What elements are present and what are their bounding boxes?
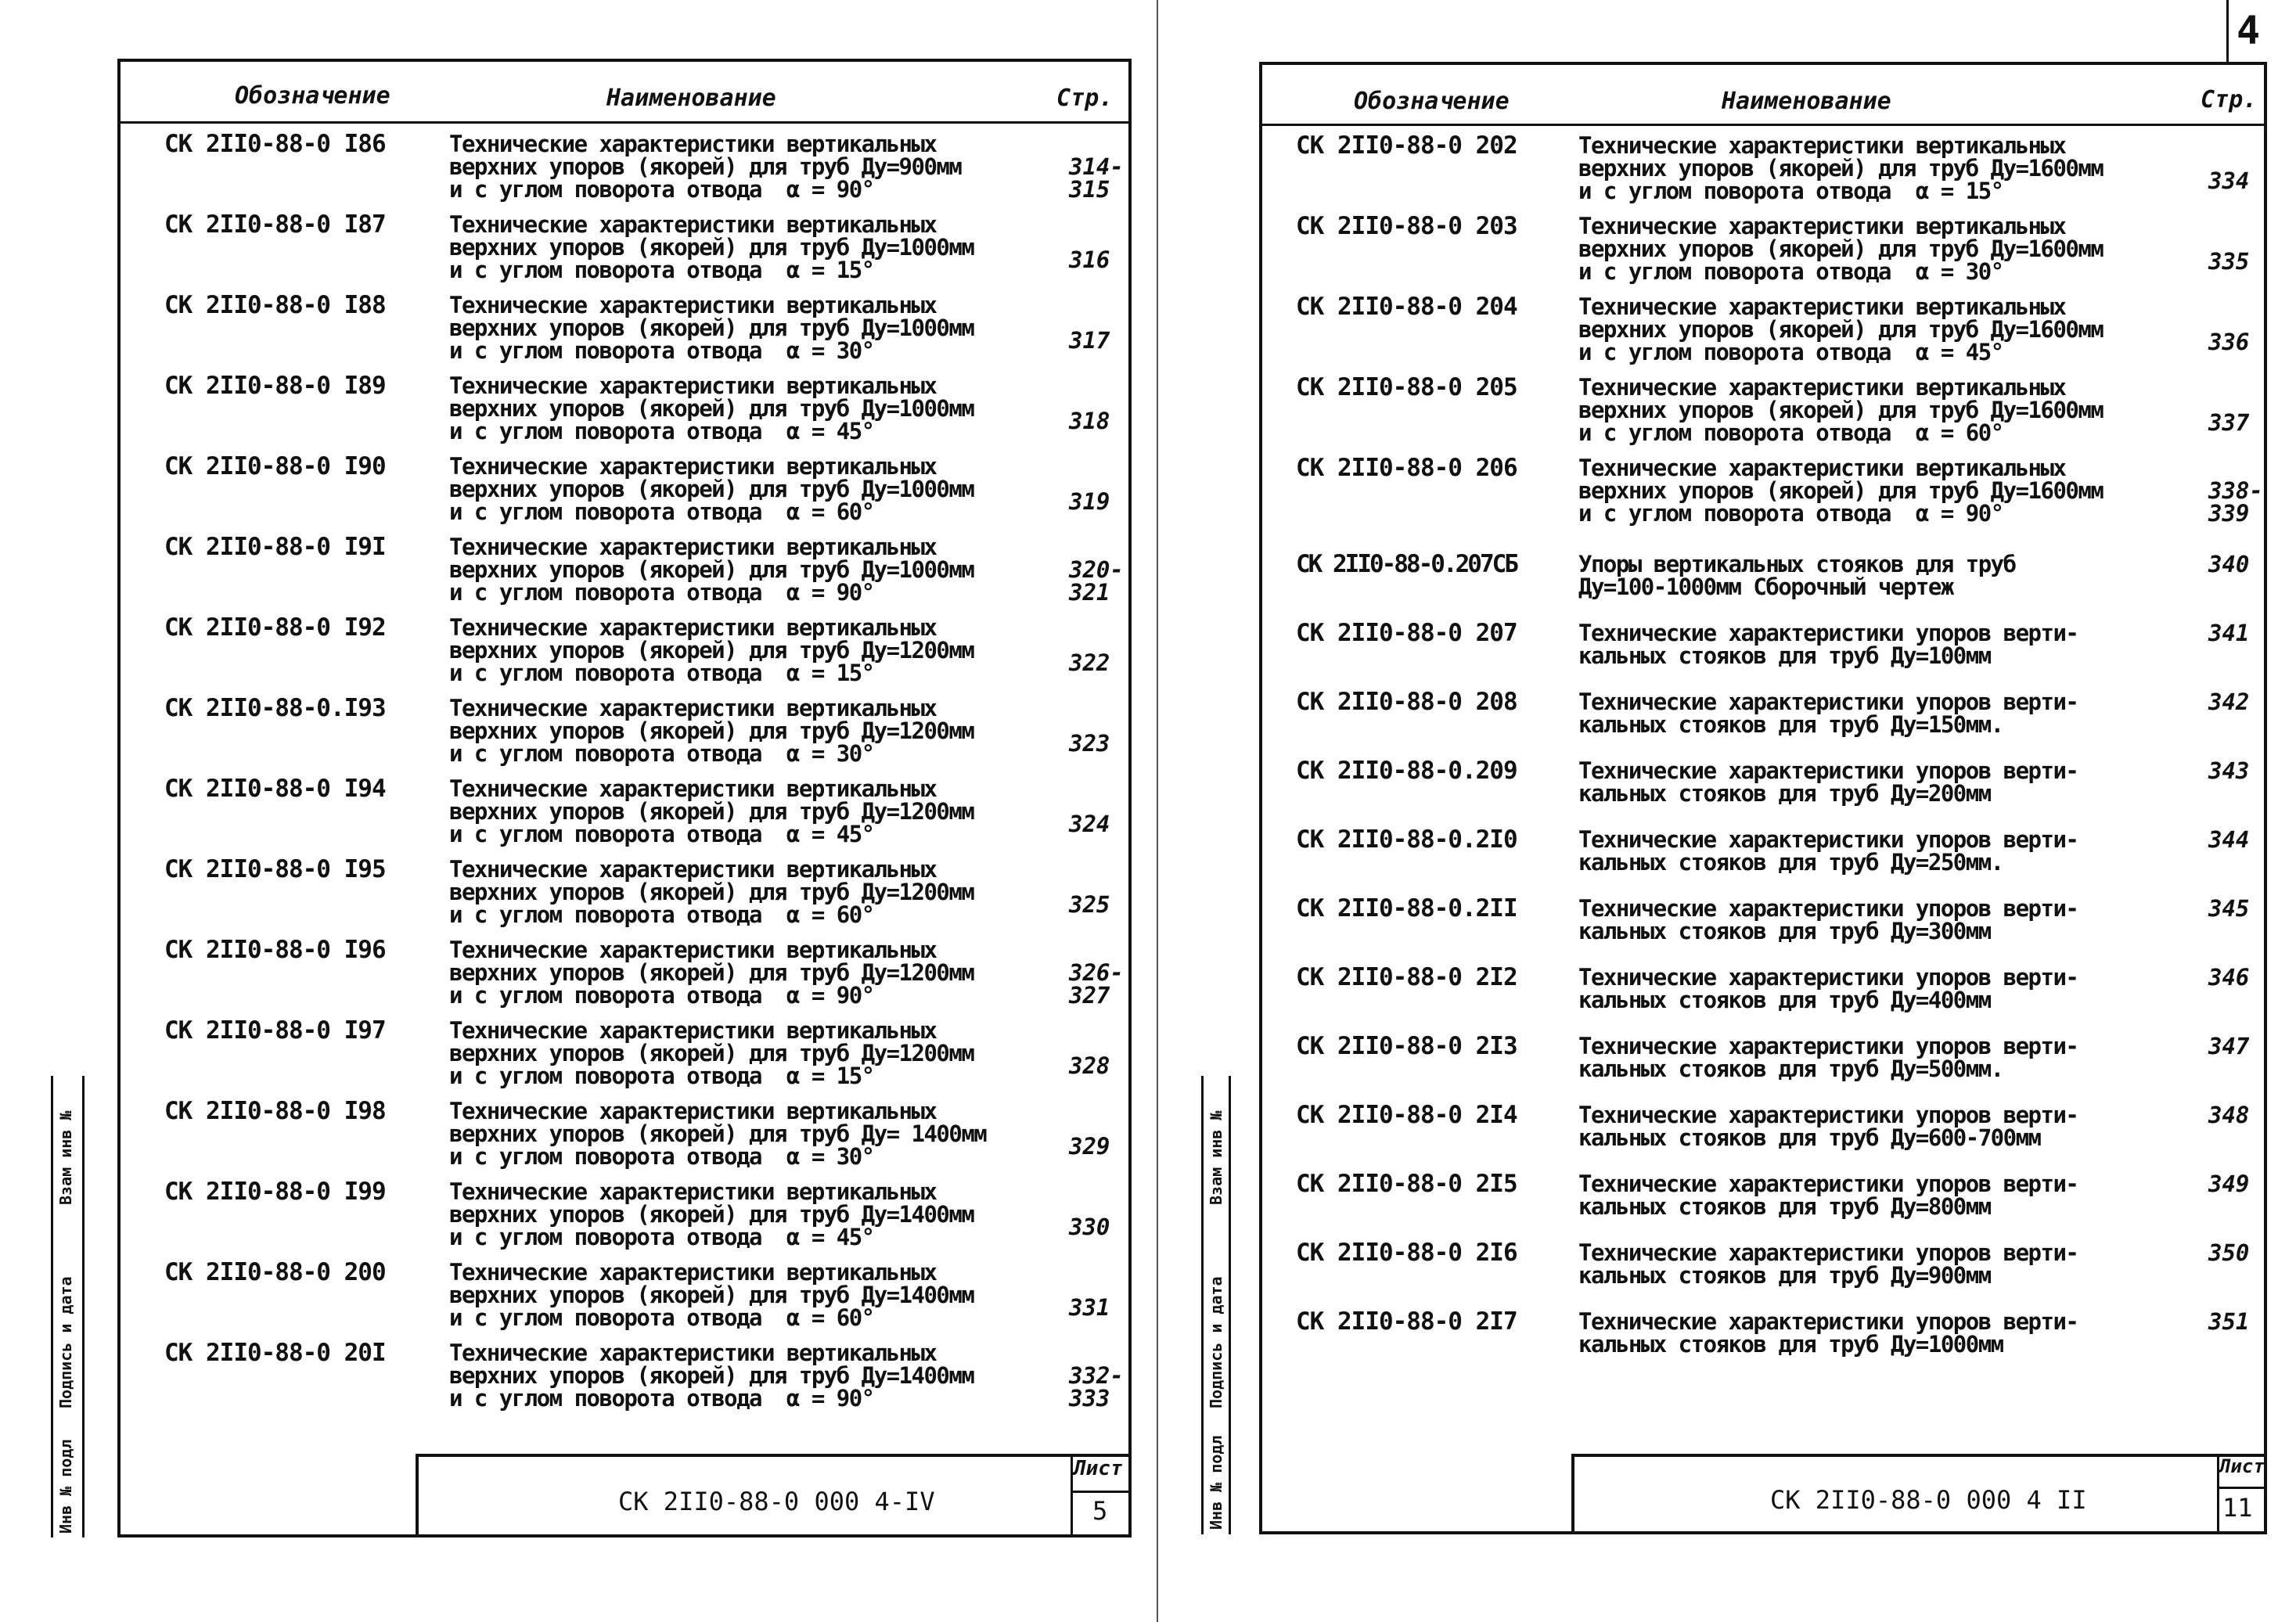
row-name-line: верхних упоров (якорей) для труб Ду=1400мм [449, 1362, 974, 1389]
row-page: 349 [2208, 1171, 2250, 1197]
right-corner-line [2226, 0, 2229, 62]
row-page: 340 [2208, 551, 2250, 577]
row-designation: СК 2II0-88-0 I90 [164, 452, 386, 480]
row-name-line: и с углом поворота отвода α = 90° [1578, 500, 2003, 527]
right-sheet-cell-divider [2217, 1487, 2265, 1489]
row-name-line: кальных стояков для труб Ду=100мм [1578, 642, 1991, 669]
row-page: 314- 315 [1069, 153, 1124, 203]
row-name-line: и с углом поворота отвода α = 90° [449, 176, 874, 203]
row-name-line: и с углом поворота отвода α = 15° [449, 1063, 874, 1089]
row-name-line: и с углом поворота отвода α = 90° [449, 579, 874, 606]
row-page: 332- 333 [1069, 1362, 1124, 1412]
row-page: 348 [2208, 1102, 2250, 1128]
row-name-line: Технические характеристики упоров верти- [1578, 895, 2078, 922]
row-name-line: верхних упоров (якорей) для труб Ду=1400мм [449, 1201, 974, 1228]
row-designation: СК 2II0-88-0 I97 [164, 1016, 386, 1045]
row-name-line: и с углом поворота отвода α = 45° [1578, 339, 2003, 365]
row-name-line: Технические характеристики упоров верти- [1578, 757, 2078, 784]
row-page: 341 [2208, 620, 2250, 646]
row-name-line: и с углом поворота отвода α = 30° [449, 740, 874, 767]
row-name-line: Технические характеристики упоров верти- [1578, 1033, 2078, 1059]
row-name-line: верхних упоров (якорей) для труб Ду=1000мм [449, 476, 974, 502]
left-side-replaced-inv: Взам инв № [56, 1110, 75, 1205]
row-name-line: Технические характеристики упоров верти- [1578, 1239, 2078, 1266]
row-name-line: и с углом поворота отвода α = 60° [449, 498, 874, 525]
row-page: 324 [1069, 811, 1110, 837]
left-title-divider [1071, 1454, 1073, 1537]
left-header-designation: Обозначение [235, 82, 390, 110]
left-side-signature-date: Подпись и дата [56, 1276, 75, 1408]
row-name-line: и с углом поворота отвода α = 30° [449, 337, 874, 364]
row-name-line: верхних упоров (якорей) для труб Ду=1200мм [449, 798, 974, 825]
row-designation: СК 2II0-88-0 I86 [164, 130, 386, 158]
row-name-line: Технические характеристики вертикальных [449, 131, 937, 157]
row-page: 320- 321 [1069, 556, 1124, 606]
row-name-line: и с углом поворота отвода α = 45° [449, 821, 874, 847]
row-designation: СК 2II0-88-0 2I7 [1296, 1307, 1517, 1336]
row-designation: СК 2II0-88-0 203 [1296, 212, 1517, 240]
row-name-line: кальных стояков для труб Ду=900мм [1578, 1262, 1991, 1289]
row-name-line: Технические характеристики вертикальных [1578, 132, 2066, 159]
row-name-line: Технические характеристики вертикальных [1578, 213, 2066, 239]
row-name-line: Технические характеристики вертикальных [449, 1340, 937, 1366]
row-name-line: Технические характеристики вертикальных [449, 292, 937, 318]
left-header-name: Наименование [606, 85, 776, 112]
row-name-line: верхних упоров (якорей) для труб Ду=1600мм [1578, 397, 2103, 423]
row-page: 345 [2208, 895, 2250, 922]
row-designation: СК 2II0-88-0 I92 [164, 613, 386, 642]
row-page: 325 [1069, 891, 1110, 918]
row-page: 350 [2208, 1239, 2250, 1266]
row-name-line: и с углом поворота отвода α = 30° [449, 1143, 874, 1170]
row-name-line: и с углом поворота отвода α = 30° [1578, 258, 2003, 285]
row-page: 344 [2208, 826, 2250, 853]
row-designation: СК 2II0-88-0.207СБ [1296, 550, 1517, 578]
row-name-line: Технические характеристики вертикальных [449, 372, 937, 399]
row-page: 326- 327 [1069, 959, 1124, 1009]
row-name-line: кальных стояков для труб Ду=200мм [1578, 780, 1991, 807]
row-page: 335 [2208, 248, 2250, 275]
row-page: 319 [1069, 488, 1110, 515]
row-page: 322 [1069, 649, 1110, 676]
row-name-line: кальных стояков для труб Ду=500мм. [1578, 1056, 2003, 1082]
row-name-line: и с углом поворота отвода α = 45° [449, 1224, 874, 1250]
row-name-line: Технические характеристики упоров верти- [1578, 620, 2078, 646]
row-name-line: кальных стояков для труб Ду=300мм [1578, 918, 1991, 944]
row-designation: СК 2II0-88-0 206 [1296, 454, 1517, 482]
left-stamp-code: СК 2II0-88-0 000 4-IV [618, 1487, 935, 1516]
page-fold-line [1157, 0, 1158, 1622]
row-name-line: и с углом поворота отвода α = 60° [449, 1304, 874, 1331]
right-side-signature-date: Подпись и дата [1207, 1276, 1225, 1408]
row-name-line: верхних упоров (якорей) для труб Ду=1000мм [449, 315, 974, 341]
row-name-line: верхних упоров (якорей) для труб Ду=1600мм [1578, 236, 2103, 262]
row-name-line: Технические характеристики вертикальных [449, 1178, 937, 1205]
row-name-line: Технические характеристики упоров верти- [1578, 826, 2078, 853]
row-name-line: кальных стояков для труб Ду=150мм. [1578, 711, 2003, 738]
row-name-line: верхних упоров (якорей) для труб Ду=1200мм [449, 717, 974, 744]
row-designation: СК 2II0-88-0 I9I [164, 533, 386, 561]
row-page: 329 [1069, 1133, 1110, 1160]
row-designation: СК 2II0-88-0 2I5 [1296, 1170, 1517, 1198]
row-name-line: верхних упоров (якорей) для труб Ду=1000мм [449, 556, 974, 583]
row-name-line: Технические характеристики упоров верти- [1578, 689, 2078, 715]
row-designation: СК 2II0-88-0 I87 [164, 210, 386, 239]
row-name-line: Технические характеристики упоров верти- [1578, 1102, 2078, 1128]
row-name-line: Технические характеристики вертикальных [449, 1259, 937, 1286]
row-name-line: Упоры вертикальных стояков для труб [1578, 551, 2016, 577]
row-name-line: Технические характеристики вертикальных [449, 856, 937, 883]
row-page: 317 [1069, 327, 1110, 354]
row-name-line: верхних упоров (якорей) для труб Ду=900мм [449, 153, 962, 180]
row-page: 351 [2208, 1308, 2250, 1335]
row-name-line: Технические характеристики вертикальных [449, 211, 937, 238]
row-designation: СК 2II0-88-0.2I0 [1296, 825, 1517, 854]
row-name-line: верхних упоров (якорей) для труб Ду=1200мм [449, 637, 974, 664]
row-name-line: кальных стояков для труб Ду=250мм. [1578, 849, 2003, 876]
row-designation: СК 2II0-88-0 200 [164, 1258, 386, 1286]
row-name-line: и с углом поворота отвода α = 90° [449, 1385, 874, 1412]
left-sheet-label: Лист [1074, 1457, 1123, 1480]
row-page: 343 [2208, 757, 2250, 784]
row-page: 346 [2208, 964, 2250, 991]
row-name-line: Технические характеристики вертикальных [449, 1017, 937, 1044]
row-name-line: верхних упоров (якорей) для труб Ду=1000мм [449, 395, 974, 422]
right-stamp-code: СК 2II0-88-0 000 4 II [1770, 1485, 2087, 1515]
row-designation: СК 2II0-88-0 I89 [164, 372, 386, 400]
row-designation: СК 2II0-88-0 I88 [164, 291, 386, 319]
row-name-line: верхних упоров (якорей) для труб Ду=1400мм [449, 1282, 974, 1308]
row-name-line: верхних упоров (якорей) для труб Ду= 1400мм [449, 1120, 987, 1147]
row-name-line: Технические характеристики вертикальных [449, 614, 937, 641]
row-designation: СК 2II0-88-0.209 [1296, 757, 1517, 785]
left-side-inv-original: Инв № подл [56, 1439, 75, 1534]
row-page: 331 [1069, 1294, 1110, 1321]
row-name-line: и с углом поворота отвода α = 15° [449, 660, 874, 686]
right-corner-number: 4 [2237, 8, 2261, 53]
left-header-divider [117, 121, 1132, 124]
row-name-line: и с углом поворота отвода α = 90° [449, 982, 874, 1009]
row-name-line: Технические характеристики вертикальных [449, 534, 937, 560]
row-name-line: и с углом поворота отвода α = 45° [449, 418, 874, 444]
right-header-divider [1259, 124, 2267, 126]
row-name-line: и с углом поворота отвода α = 60° [449, 901, 874, 928]
row-name-line: кальных стояков для труб Ду=600-700мм [1578, 1124, 2041, 1151]
row-designation: СК 2II0-88-0 207 [1296, 619, 1517, 647]
left-header-page: Стр. [1056, 85, 1114, 112]
row-name-line: и с углом поворота отвода α = 60° [1578, 419, 2003, 446]
row-designation: СК 2II0-88-0 I95 [164, 855, 386, 883]
row-name-line: верхних упоров (якорей) для труб Ду=1200мм [449, 879, 974, 905]
row-designation: СК 2II0-88-0 I98 [164, 1097, 386, 1125]
row-designation: СК 2II0-88-0 2I4 [1296, 1101, 1517, 1129]
row-designation: СК 2II0-88-0 208 [1296, 688, 1517, 716]
row-name-line: Ду=100-1000мм Сборочный чертеж [1578, 574, 1953, 600]
row-name-line: верхних упоров (якорей) для труб Ду=1200мм [449, 1040, 974, 1066]
row-name-line: Технические характеристики упоров верти- [1578, 964, 2078, 991]
row-designation: СК 2II0-88-0 204 [1296, 293, 1517, 321]
row-designation: СК 2II0-88-0 I96 [164, 936, 386, 964]
row-name-line: кальных стояков для труб Ду=800мм [1578, 1193, 1991, 1220]
row-page: 316 [1069, 246, 1110, 273]
right-side-inv-original: Инв № подл [1207, 1435, 1225, 1530]
row-name-line: Технические характеристики вертикальных [449, 1098, 937, 1124]
right-sheet-number: 11 [2222, 1493, 2253, 1523]
row-name-line: верхних упоров (якорей) для труб Ду=1600мм [1578, 316, 2103, 343]
row-name-line: Технические характеристики вертикальных [449, 453, 937, 480]
row-designation: СК 2II0-88-0 2I6 [1296, 1239, 1517, 1267]
row-designation: СК 2II0-88-0 I99 [164, 1178, 386, 1206]
left-sheet-number: 5 [1092, 1496, 1108, 1526]
row-designation: СК 2II0-88-0 2I2 [1296, 963, 1517, 991]
left-side-strip-line [82, 1076, 85, 1537]
row-name-line: Технические характеристики вертикальных [449, 937, 937, 963]
row-designation: СК 2II0-88-0.2II [1296, 894, 1517, 922]
row-name-line: кальных стояков для труб Ду=1000мм [1578, 1331, 2003, 1358]
row-page: 334 [2208, 167, 2250, 194]
row-page: 338- 339 [2208, 477, 2263, 527]
row-name-line: Технические характеристики вертикальных [1578, 374, 2066, 401]
row-name-line: Технические характеристики вертикальных [1578, 455, 2066, 481]
right-sheet-label: Лист [2219, 1455, 2265, 1477]
row-page: 342 [2208, 689, 2250, 715]
row-designation: СК 2II0-88-0 I94 [164, 775, 386, 803]
right-header-name: Наименование [1722, 88, 1891, 115]
row-page: 337 [2208, 409, 2250, 436]
right-side-strip-line [1201, 1076, 1204, 1534]
left-sheet-cell-divider [1071, 1491, 1130, 1493]
row-page: 323 [1069, 730, 1110, 757]
row-name-line: и с углом поворота отвода α = 15° [1578, 178, 2003, 204]
row-page: 336 [2208, 329, 2250, 355]
row-page: 347 [2208, 1033, 2250, 1059]
row-name-line: Технические характеристики вертикальных [1578, 293, 2066, 320]
row-designation: СК 2II0-88-0 205 [1296, 373, 1517, 401]
right-header-designation: Обозначение [1354, 88, 1510, 115]
row-name-line: и с углом поворота отвода α = 15° [449, 257, 874, 283]
row-name-line: Технические характеристики вертикальных [449, 695, 937, 721]
row-designation: СК 2II0-88-0 202 [1296, 131, 1517, 160]
row-page: 318 [1069, 408, 1110, 434]
right-header-page: Стр. [2201, 86, 2258, 113]
row-name-line: верхних упоров (якорей) для труб Ду=1000мм [449, 234, 974, 261]
row-name-line: верхних упоров (якорей) для труб Ду=1600мм [1578, 477, 2103, 504]
right-side-replaced-inv: Взам инв № [1207, 1110, 1225, 1205]
row-name-line: Технические характеристики упоров верти- [1578, 1171, 2078, 1197]
row-name-line: Технические характеристики вертикальных [449, 775, 937, 802]
row-page: 328 [1069, 1052, 1110, 1079]
left-side-strip-line [51, 1076, 53, 1537]
right-side-strip-line [1229, 1076, 1231, 1534]
row-designation: СК 2II0-88-0.I93 [164, 694, 386, 722]
row-name-line: кальных стояков для труб Ду=400мм [1578, 987, 1991, 1013]
row-name-line: верхних упоров (якорей) для труб Ду=1600мм [1578, 155, 2103, 182]
row-name-line: верхних упоров (якорей) для труб Ду=1200мм [449, 959, 974, 986]
row-page: 330 [1069, 1214, 1110, 1240]
row-designation: СК 2II0-88-0 2I3 [1296, 1032, 1517, 1060]
row-name-line: Технические характеристики упоров верти- [1578, 1308, 2078, 1335]
row-designation: СК 2II0-88-0 20I [164, 1339, 386, 1367]
